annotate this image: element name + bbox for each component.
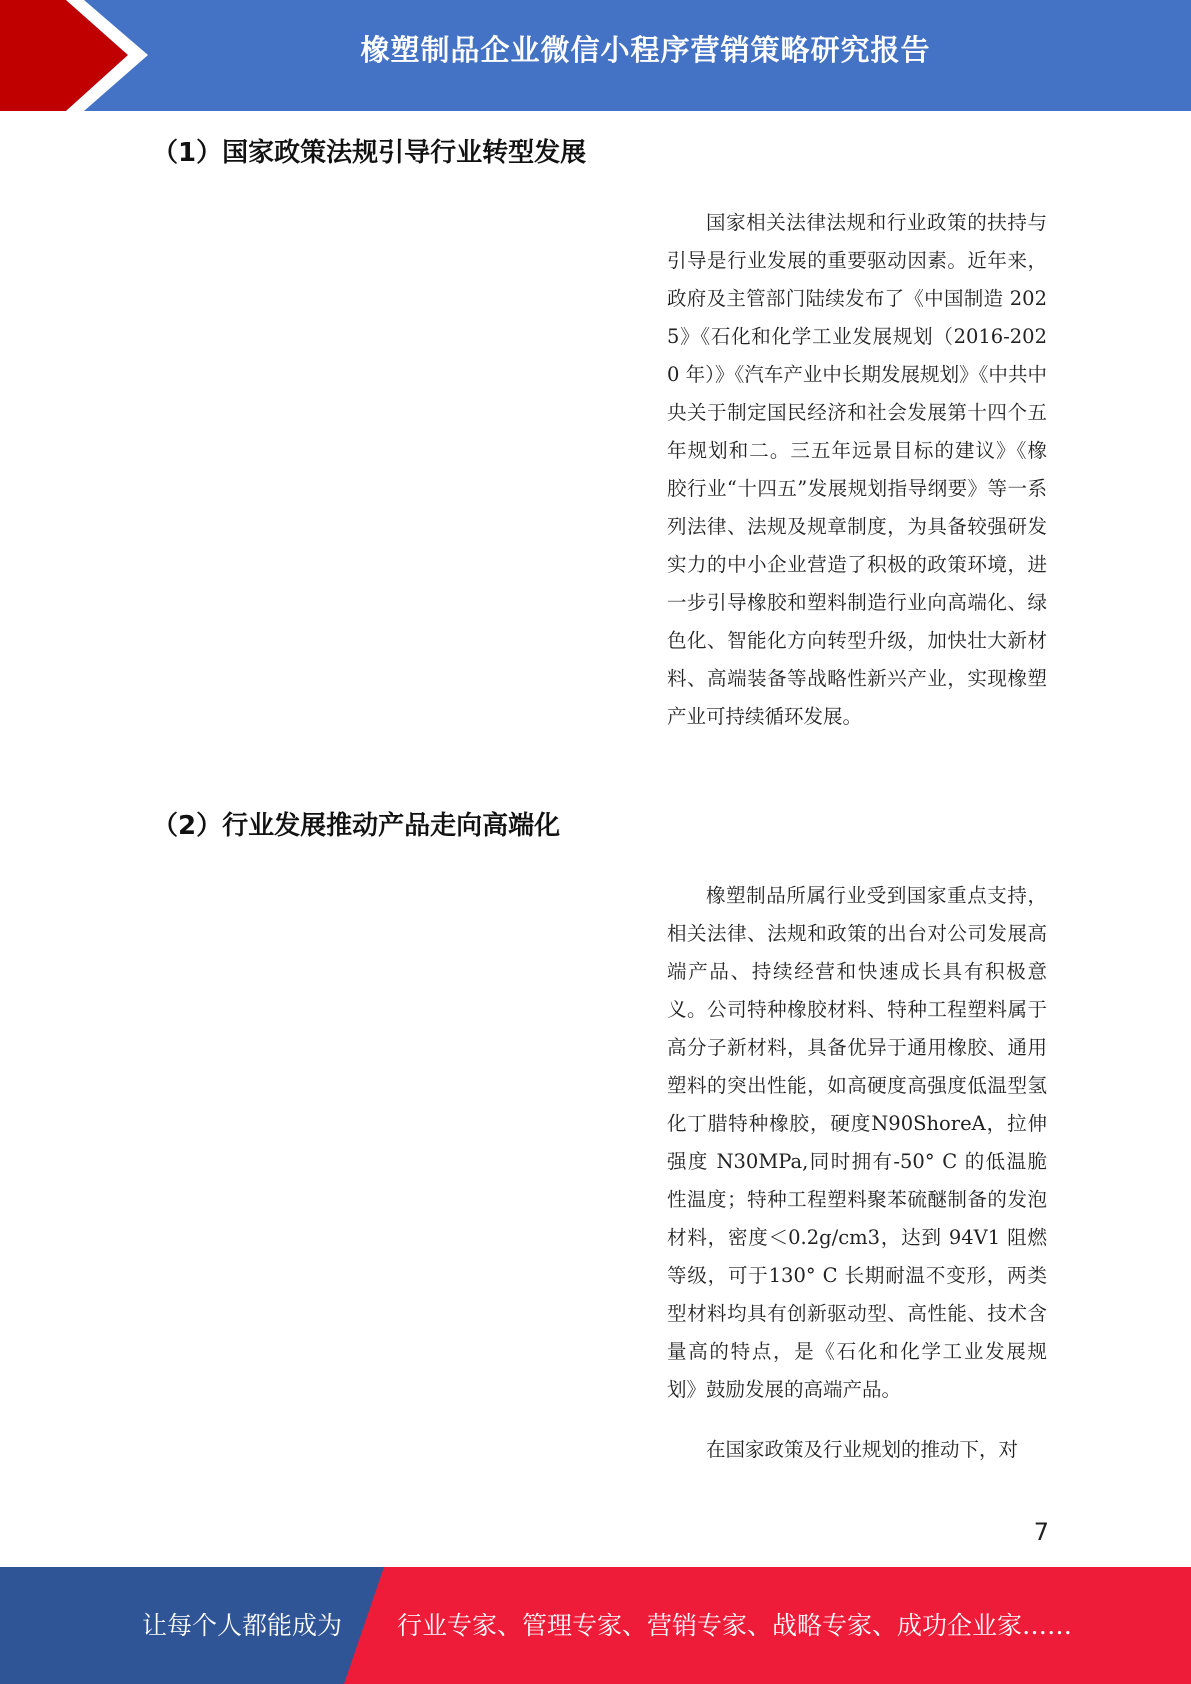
footer-banner bbox=[0, 1567, 1191, 1684]
paragraph: 国家相关法律法规和行业政策的扶持与引导是行业发展的重要驱动因素。近年来，政府及主管部门陆续发布了《中国制造 2025》《石化和化学工业发展规划（2016-2020 年）》《汽车产业中长期发展规划》《中共中央关于制定国民经济和社会发展第十四个五年规划和二。三五年远景目标的建议》《橡胶行业“十四五”发展规划指导纲要》等一系列法律、法规及规章制度，为具备较强研发实力的中小企业营造了积极的政策环境，进一步引导橡胶和塑料制造行业向高端化、绿色化、智能化方向转型升级，加快壮大新材料、高端装备等战略性新兴产业，实现橡塑产业可持续循环发展。 bbox=[667, 211, 1047, 728]
page-number: 7 bbox=[1033, 1518, 1049, 1546]
paragraph: 橡塑制品所属行业受到国家重点支持，相关法律、法规和政策的出台对公司发展高端产品、持续经营和快速成长具有积极意义。公司特种橡胶材料、特种工程塑料属于高分子新材料，具备优异于通用橡胶、通用塑料的突出性能，如高硬度高强度低温型氢化丁腊特种橡胶，硬度N90ShoreA，拉伸强度 N30MPa,同时拥有-50° C 的低温脆性温度；特种工程塑料聚苯硫醚制备的发泡材料，密度＜0.2g/cm3，达到 94V1 阻燃等级，可于130° C 长期耐温不变形，两类型材料均具有创新驱动型、高性能、技术含量高的特点，是《石化和化学工业发展规划》鼓励发展的高端产品。 bbox=[667, 884, 1047, 1401]
paragraph: 在国家政策及行业规划的推动下，对 bbox=[706, 1438, 1019, 1461]
header-banner bbox=[0, 0, 1191, 111]
chevron-arrow-icon bbox=[0, 0, 160, 111]
section-body-policy bbox=[667, 204, 1047, 736]
footer-slogan-left: 让每个人都能成为 bbox=[142, 1611, 343, 1640]
report-title: 橡塑制品企业微信小程序营销策略研究报告 bbox=[360, 33, 931, 67]
section-heading-high-end: （2）行业发展推动产品走向高端化 bbox=[152, 811, 561, 841]
section-heading-policy: （1）国家政策法规引导行业转型发展 bbox=[152, 138, 587, 168]
footer-slogan-right: 行业专家、管理专家、营销专家、战略专家、成功企业家…… bbox=[397, 1611, 1073, 1640]
section-body-high-end bbox=[667, 877, 1047, 1469]
